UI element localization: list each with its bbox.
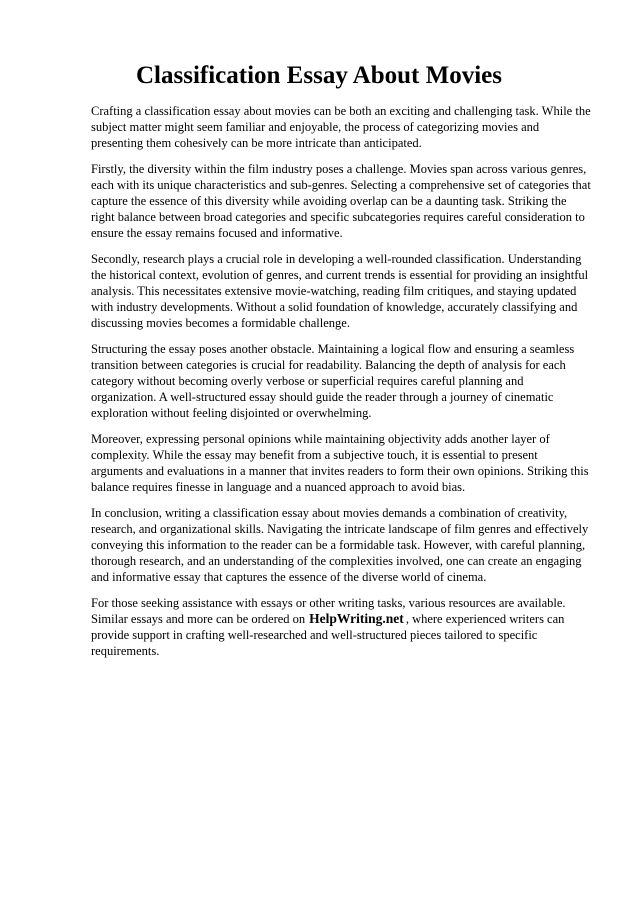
- page-title: Classification Essay About Movies: [135, 62, 502, 89]
- paragraph-research: Secondly, research plays a crucial role in developing a well-rounded classification. Understanding the historical context, evolution of genres, and current trends is essential for providing an insightful analysis. This necessitates extensive movie-watching, reading film critiques, and staying updated with industry developments. Without a solid foundation of knowledge, accurately classifying and discussing movies becomes a formidable challenge.: [91, 252, 589, 330]
- closing-text-before-link: For those seeking assistance with essays or other writing tasks, various resources are available. Similar essays and more can be ordered on: [91, 596, 566, 626]
- paragraph-opinions: Moreover, expressing personal opinions while maintaining objectivity adds another layer of complexity. While the essay may benefit from a subjective touch, it is essential to present arguments and evaluations in a manner that invites readers to form their own opinions. Striking this balance requires finesse in language and a nuanced approach to avoid bias.: [91, 432, 589, 494]
- paragraph-structure: Structuring the essay poses another obstacle. Maintaining a logical flow and ensuring a seamless transition between categories is crucial for readability. Balancing the depth of analysis for each category without becoming overly verbose or superficial requires careful planning and organization. A well-structured essay should guide the reader through a journey of cinematic exploration without feeling disjointed or overwhelming.: [91, 342, 575, 420]
- paragraph-closing: [91, 595, 591, 659]
- paragraph-intro: Crafting a classification essay about movies can be both an exciting and challenging task. While the subject matter might seem familiar and enjoyable, the process of categorizing movies and presenting them cohesively can be more intricate than anticipated.: [91, 104, 591, 150]
- helpwriting-link[interactable]: HelpWriting.net: [309, 611, 404, 626]
- essay-body: [91, 103, 591, 669]
- paragraph-conclusion: In conclusion, writing a classification essay about movies demands a combination of creativity, research, and organizational skills. Navigating the intricate landscape of film genres and effectively conveying this information to the reader can be a formidable task. However, with careful planning, thorough research, and an understanding of the complexities involved, one can create an engaging and informative essay that captures the essence of the diverse world of cinema.: [91, 506, 589, 584]
- paragraph-diversity: Firstly, the diversity within the film industry poses a challenge. Movies span across various genres, each with its unique characteristics and sub-genres. Selecting a comprehensive set of categories that capture the essence of this diversity while avoiding overlap can be a daunting task. Striking the right balance between broad categories and specific subcategories requires careful consideration to ensure the essay remains focused and informative.: [91, 162, 591, 240]
- closing-text-after-link: , where experienced writers can provide support in crafting well-researched and well-structured pieces tailored to specific requirements.: [91, 612, 565, 658]
